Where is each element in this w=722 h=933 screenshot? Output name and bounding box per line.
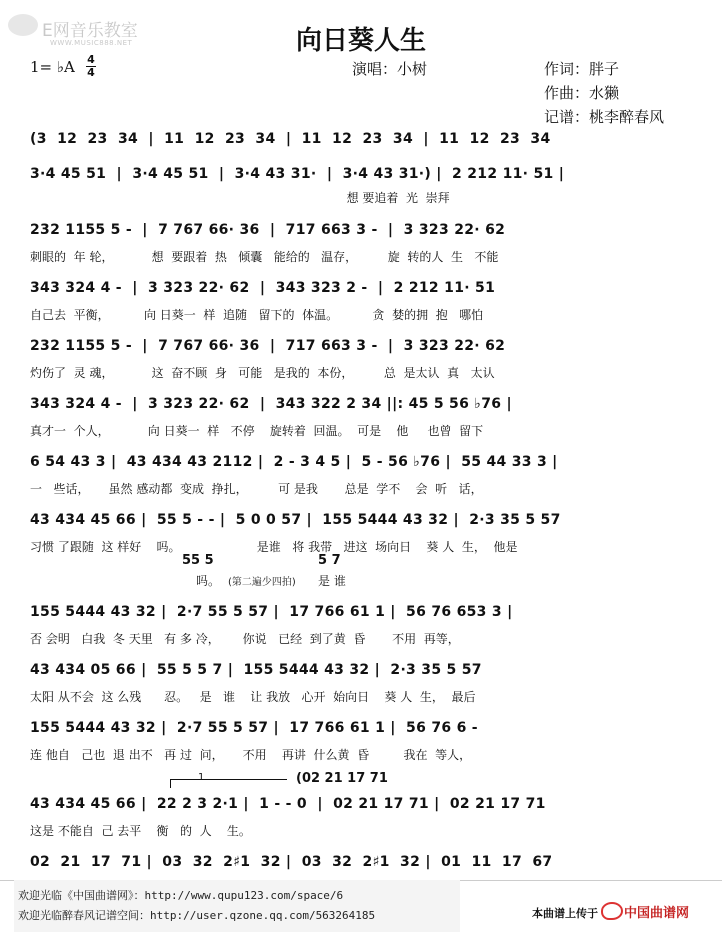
score-row-1-notes: (3 12 23 34 | 11 12 23 34 | 11 12 23 34 | 11 12 23 34 <box>30 131 551 147</box>
volta-bracket <box>170 779 287 788</box>
score-row-3-lyrics: 刺眼的 年 轮， 想 要跟着 热 倾囊 能给的 温存， 旋 转的人 生 不能 <box>30 250 499 264</box>
qupu-logo-icon <box>601 902 623 920</box>
singer-credit: 演唱：小树 <box>352 60 428 78</box>
score-row-10-lyrics: 太阳 从不会 这 么残 忍。 是 谁 让 我放 心开 始向日 葵 人 生， 最后 <box>30 690 476 704</box>
score-row-9-lyrics: 否 会明 白我 冬 天里 有 多 冷， 你说 已经 到了黄 昏 不用 再等， <box>30 632 460 646</box>
score-row-9-notes: 155 5444 43 32 | 2·7 55 5 57 | 17 766 61 1 | 56 76 653 3 | <box>30 604 513 620</box>
score-row-5-lyrics: 灼伤了 灵 魂， 这 奋不顾 身 可能 是我的 本份， 总 是太认 真 太认 <box>30 366 495 380</box>
score-row-4-lyrics: 自己去 平衡， 向 日葵一 样 追随 留下的 体温。 贪 婪的拥 抱 哪怕 <box>30 308 484 322</box>
alt-ending-notes-2: 5 7 <box>318 553 341 568</box>
score-row-5-notes: 232 1155 5 - | 7 767 66· 36 | 717 663 3 - | 3 323 22· 62 <box>30 338 506 354</box>
alt-ending-notes: 55 5 <box>182 553 214 568</box>
score-row-11-notes: 155 5444 43 32 | 2·7 55 5 57 | 17 766 61 1 | 56 76 6 - <box>30 720 478 736</box>
score-row-4-notes: 343 324 4 - | 3 323 22· 62 | 343 323 2 - | 2 212 11· 51 <box>30 280 496 296</box>
transcriber-credit: 记谱：桃李醉春风 <box>544 108 665 126</box>
score-row-10-notes: 43 434 05 66 | 55 5 5 7 | 155 5444 43 32 | 2·3 35 5 57 <box>30 662 482 678</box>
score-row-13-notes: 02 21 17 71 | 03 32 2♯1 32 | 03 32 2♯1 32 | 01 11 17 67 <box>30 854 553 870</box>
score-row-7-notes: 6 54 43 3 | 43 434 43 2112 | 2 - 3 4 5 | 5 - 56 ♭76 | 55 44 33 3 | <box>30 454 558 470</box>
upload-note: 本曲谱上传于 <box>532 907 598 920</box>
score-row-2-lyrics: 想 要追着 光 崇拜 <box>30 191 450 205</box>
watermark-url: WWW.MUSIC888.NET <box>50 39 133 47</box>
score-row-6-notes: 343 324 4 - | 3 323 22· 62 | 343 322 2 34 ||: 45 5 56 ♭76 | <box>30 396 512 412</box>
time-signature <box>86 54 96 79</box>
meter-bottom: 4 <box>87 66 95 79</box>
volta-number: 1 <box>198 772 205 783</box>
lyricist-credit: 作词：胖子 <box>544 60 620 78</box>
volta-paren-notes: (02 21 17 71 <box>296 771 388 786</box>
score-row-6-lyrics: 真才一 个人， 向 日葵一 样 不停 旋转着 回温。 可是 他 也曾 留下 <box>30 424 484 438</box>
score-row-3-notes: 232 1155 5 - | 7 767 66· 36 | 717 663 3 - | 3 323 22· 62 <box>30 222 506 238</box>
meter-top: 4 <box>87 53 95 66</box>
watermark-text: E网音乐教室 <box>42 21 138 41</box>
alt-ending-lyric-2: 是 谁 <box>318 574 346 588</box>
score-row-8-notes: 43 434 45 66 | 55 5 - - | 5 0 0 57 | 155 5444 43 32 | 2·3 35 5 57 <box>30 512 561 528</box>
score-row-7-lyrics: 一 些话， 虽然 感动都 变成 挣扎， 可 是我 总是 学不 会 听 话， <box>30 482 483 496</box>
footer-link-1[interactable]: 欢迎光临《中国曲谱网》：http://www.qupu123.com/space/6 <box>18 889 344 902</box>
alt-ending-annotation: (第二遍少四拍) <box>228 577 296 588</box>
score-row-2-notes: 3·4 45 51 | 3·4 45 51 | 3·4 43 31· | 3·4 43 31·) | 2 212 11· 51 | <box>30 166 565 182</box>
footer-link-2[interactable]: 欢迎光临醉春风记谱空间：http://user.qzone.qq.com/563264185 <box>18 909 376 922</box>
composer-credit: 作曲：水獭 <box>544 84 620 102</box>
score-row-11-lyrics: 连 他自 己也 退 出不 再 过 问， 不用 再讲 什么黄 昏 我在 等人， <box>30 748 472 762</box>
key-signature: 1= ♭A <box>30 58 75 76</box>
song-title: 向日葵人生 <box>295 26 426 56</box>
qupu-site-name[interactable]: 中国曲谱网 <box>624 906 690 921</box>
score-row-12-notes: 43 434 45 66 | 22 2 3 2·1 | 1 - - 0 | 02 21 17 71 | 02 21 17 71 <box>30 796 546 812</box>
alt-ending-lyric: 吗。 <box>196 574 221 588</box>
score-row-12-lyrics: 这是 不能自 己 去平 衡 的 人 生。 <box>30 824 251 838</box>
score-row-8-lyrics: 习惯 了跟随 这 样好 吗。 是谁 将 我带 进这 场向日 葵 人 生， 他是 <box>30 540 518 554</box>
